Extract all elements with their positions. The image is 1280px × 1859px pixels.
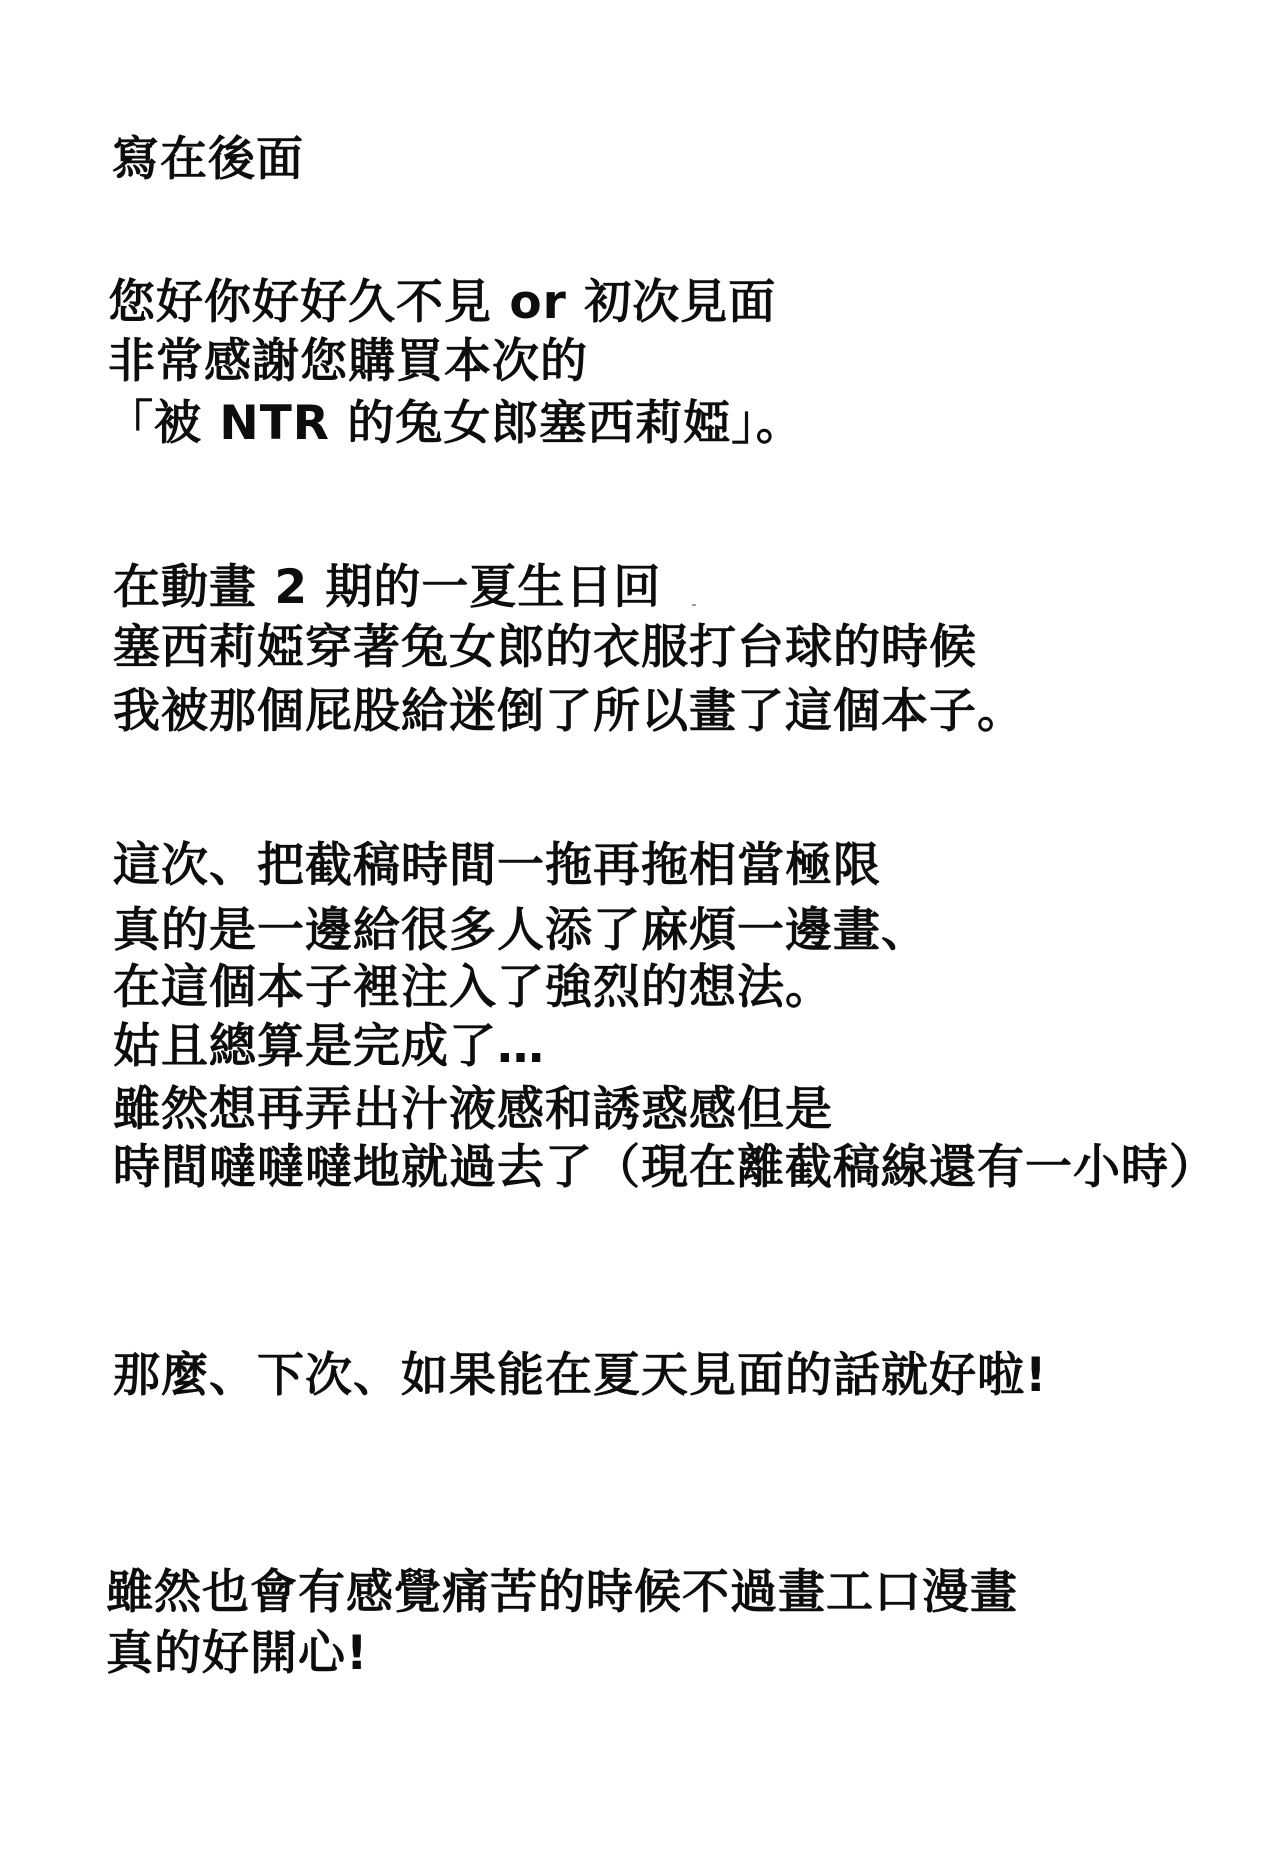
closing-line-1: 雖然也會有感覺痛苦的時候不過畫工口漫畫 (106, 1565, 1018, 1620)
inspiration-line-3: 我被那個屁股給迷倒了所以畫了這個本子。 (113, 684, 1025, 739)
inspiration-line-2: 塞西莉婭穿著兔女郎的衣服打台球的時候 (113, 620, 977, 675)
deadline-line-2: 真的是一邊給很多人添了麻煩一邊畫、 (113, 903, 929, 958)
greeting-line-3: 「被 NTR 的兔女郎塞西莉婭」。 (106, 396, 804, 451)
deadline-line-1: 這次、把截稿時間一拖再拖相當極限 (113, 838, 881, 893)
afterword-title: 寫在後面 (112, 132, 304, 187)
deadline-line-3: 在這個本子裡注入了強烈的想法。 (113, 960, 833, 1015)
farewell-line: 那麼、下次、如果能在夏天見面的話就好啦! (113, 1348, 1048, 1403)
scan-speck (692, 604, 696, 606)
inspiration-line-1: 在動畫 2 期的一夏生日回 (113, 560, 662, 615)
greeting-line-2: 非常感謝您購買本次的 (108, 334, 588, 389)
deadline-line-6: 時間噠噠噠地就過去了（現在離截稿線還有一小時） (113, 1140, 1217, 1195)
deadline-line-5: 雖然想再弄出汁液感和誘惑感但是 (113, 1082, 833, 1137)
closing-line-2: 真的好開心! (106, 1626, 369, 1681)
greeting-line-1: 您好你好好久不見 or 初次見面 (108, 275, 777, 330)
deadline-line-4: 姑且總算是完成了… (113, 1019, 545, 1074)
